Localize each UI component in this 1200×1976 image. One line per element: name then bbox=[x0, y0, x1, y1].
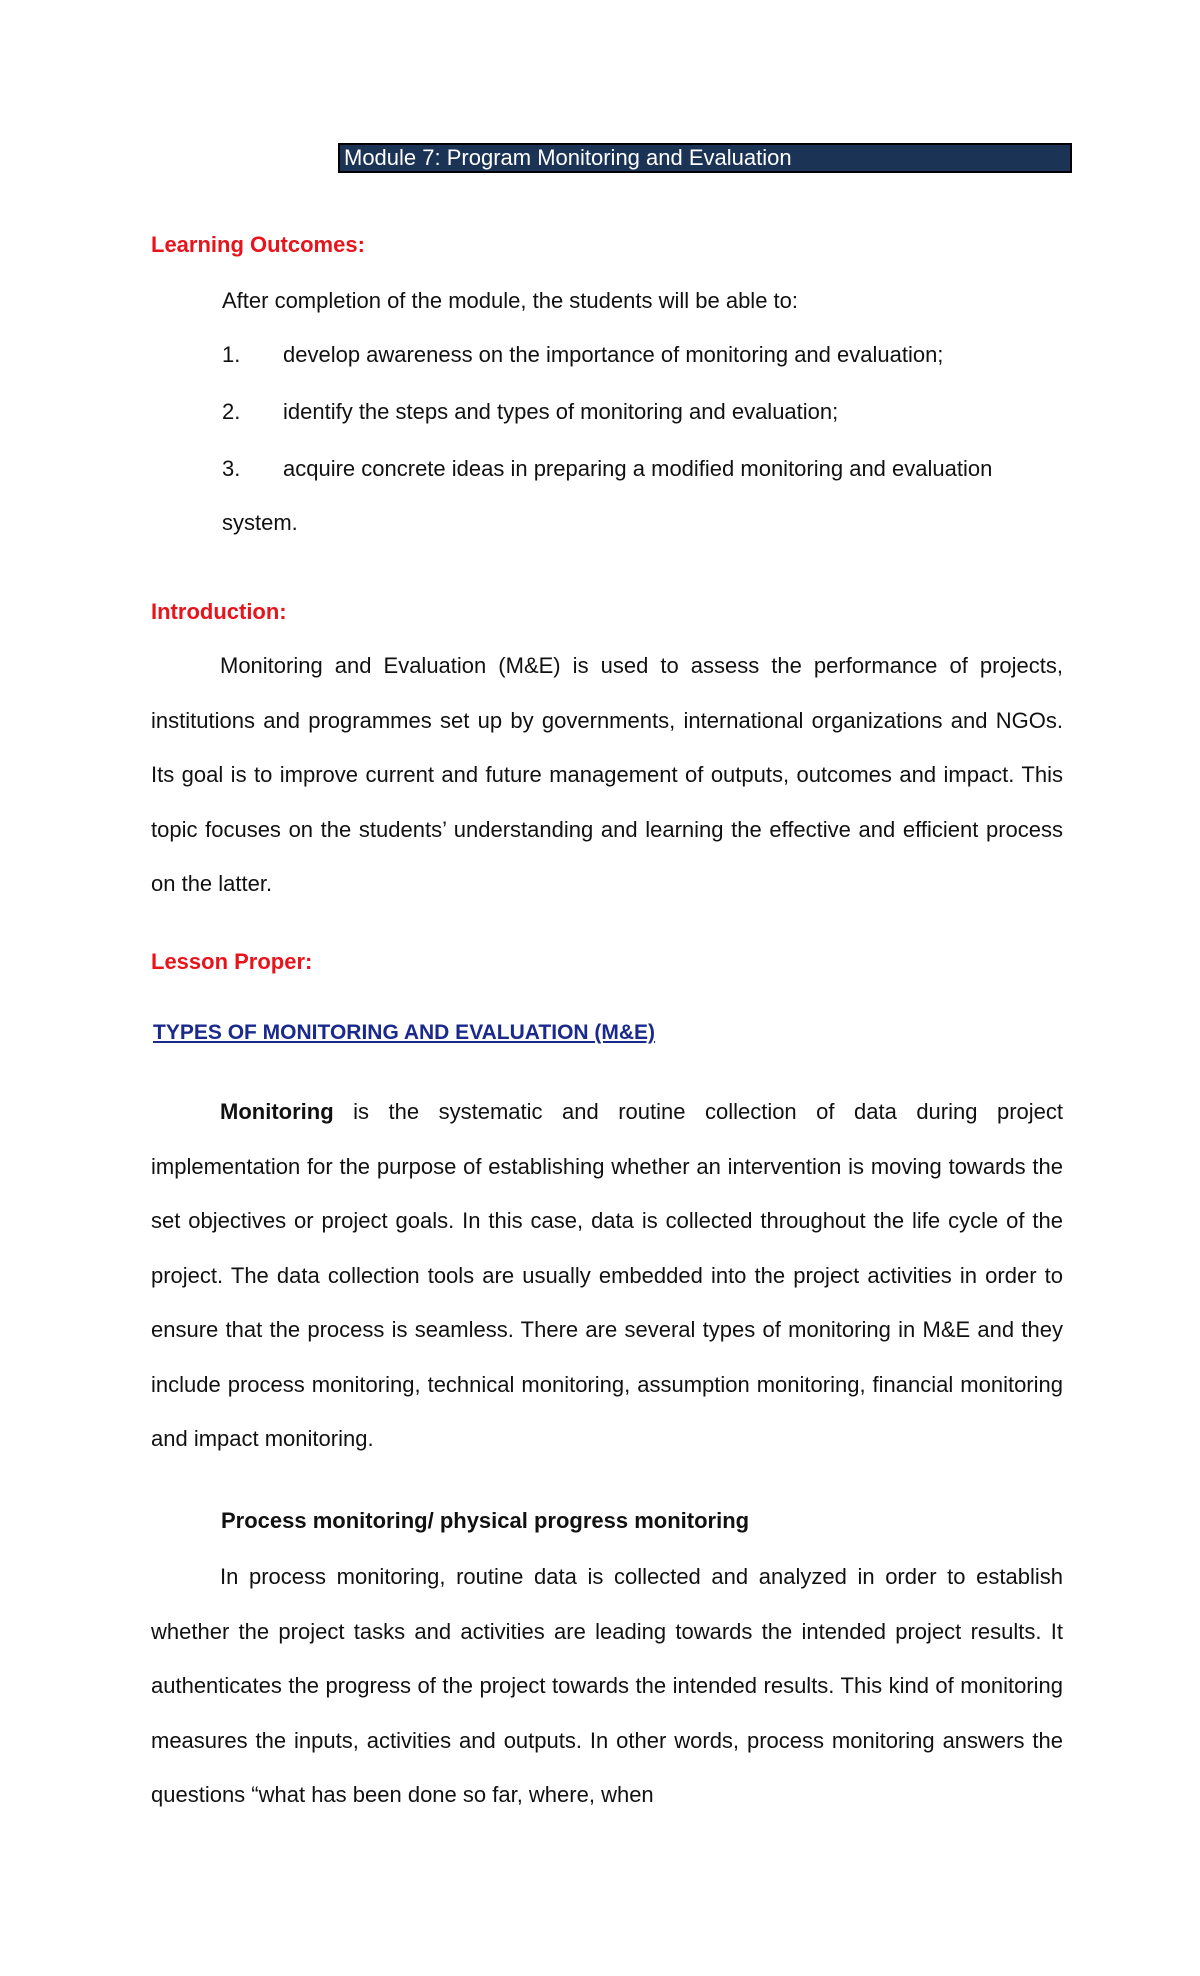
monitoring-paragraph bbox=[151, 1085, 1063, 1467]
list-item-number: 3. bbox=[222, 456, 241, 481]
learning-outcomes-heading: Learning Outcomes: bbox=[151, 232, 365, 257]
process-monitoring-paragraph: In process monitoring, routine data is collected and analyzed in order to establish whether the project tasks and activities are leading towards the intended project results. It authenticates the progress of the project towards the intended results. This kind of monitoring measures the inputs, activities and outputs. In other words, process monitoring answers the questions “what has been done so far, where, when bbox=[151, 1564, 1063, 1807]
list-item-continuation: system. bbox=[222, 510, 298, 535]
list-item-text: develop awareness on the importance of monitoring and evaluation; bbox=[283, 342, 944, 367]
monitoring-definition: is the systematic and routine collection of data during project implementation for the purpose of establishing whether an intervention is moving towards the set objectives or project goals. In this case, data is collected throughout the life cycle of the project. The data collection tools are usually embedded into the project activities in order to ensure that the process is seamless. There are several types of monitoring in M&E and they include process monitoring, technical monitoring, assumption monitoring, financial monitoring and impact monitoring. bbox=[151, 1099, 1063, 1451]
lesson-proper-heading: Lesson Proper: bbox=[151, 949, 313, 974]
introduction-paragraph: Monitoring and Evaluation (M&E) is used to assess the performance of projects, institutions and programmes set up by governments, international organizations and NGOs. Its goal is to improve current and future management of outputs, outcomes and impact. This topic focuses on the students’ understanding and learning the effective and efficient process on the latter. bbox=[151, 653, 1063, 896]
introduction-heading: Introduction: bbox=[151, 599, 287, 624]
section-title-types-of-me: TYPES OF MONITORING AND EVALUATION (M&E) bbox=[153, 1021, 656, 1044]
process-monitoring-heading: Process monitoring/ physical progress monitoring bbox=[221, 1508, 750, 1533]
monitoring-term: Monitoring bbox=[220, 1099, 334, 1124]
list-item-text: acquire concrete ideas in preparing a modified monitoring and evaluation bbox=[283, 456, 993, 481]
list-item-number: 1. bbox=[222, 342, 241, 367]
list-item-number: 2. bbox=[222, 399, 241, 424]
list-item-text: identify the steps and types of monitoring and evaluation; bbox=[283, 399, 839, 424]
module-title-banner: Module 7: Program Monitoring and Evaluation bbox=[338, 143, 1072, 173]
learning-outcomes-intro: After completion of the module, the students will be able to: bbox=[222, 288, 798, 313]
